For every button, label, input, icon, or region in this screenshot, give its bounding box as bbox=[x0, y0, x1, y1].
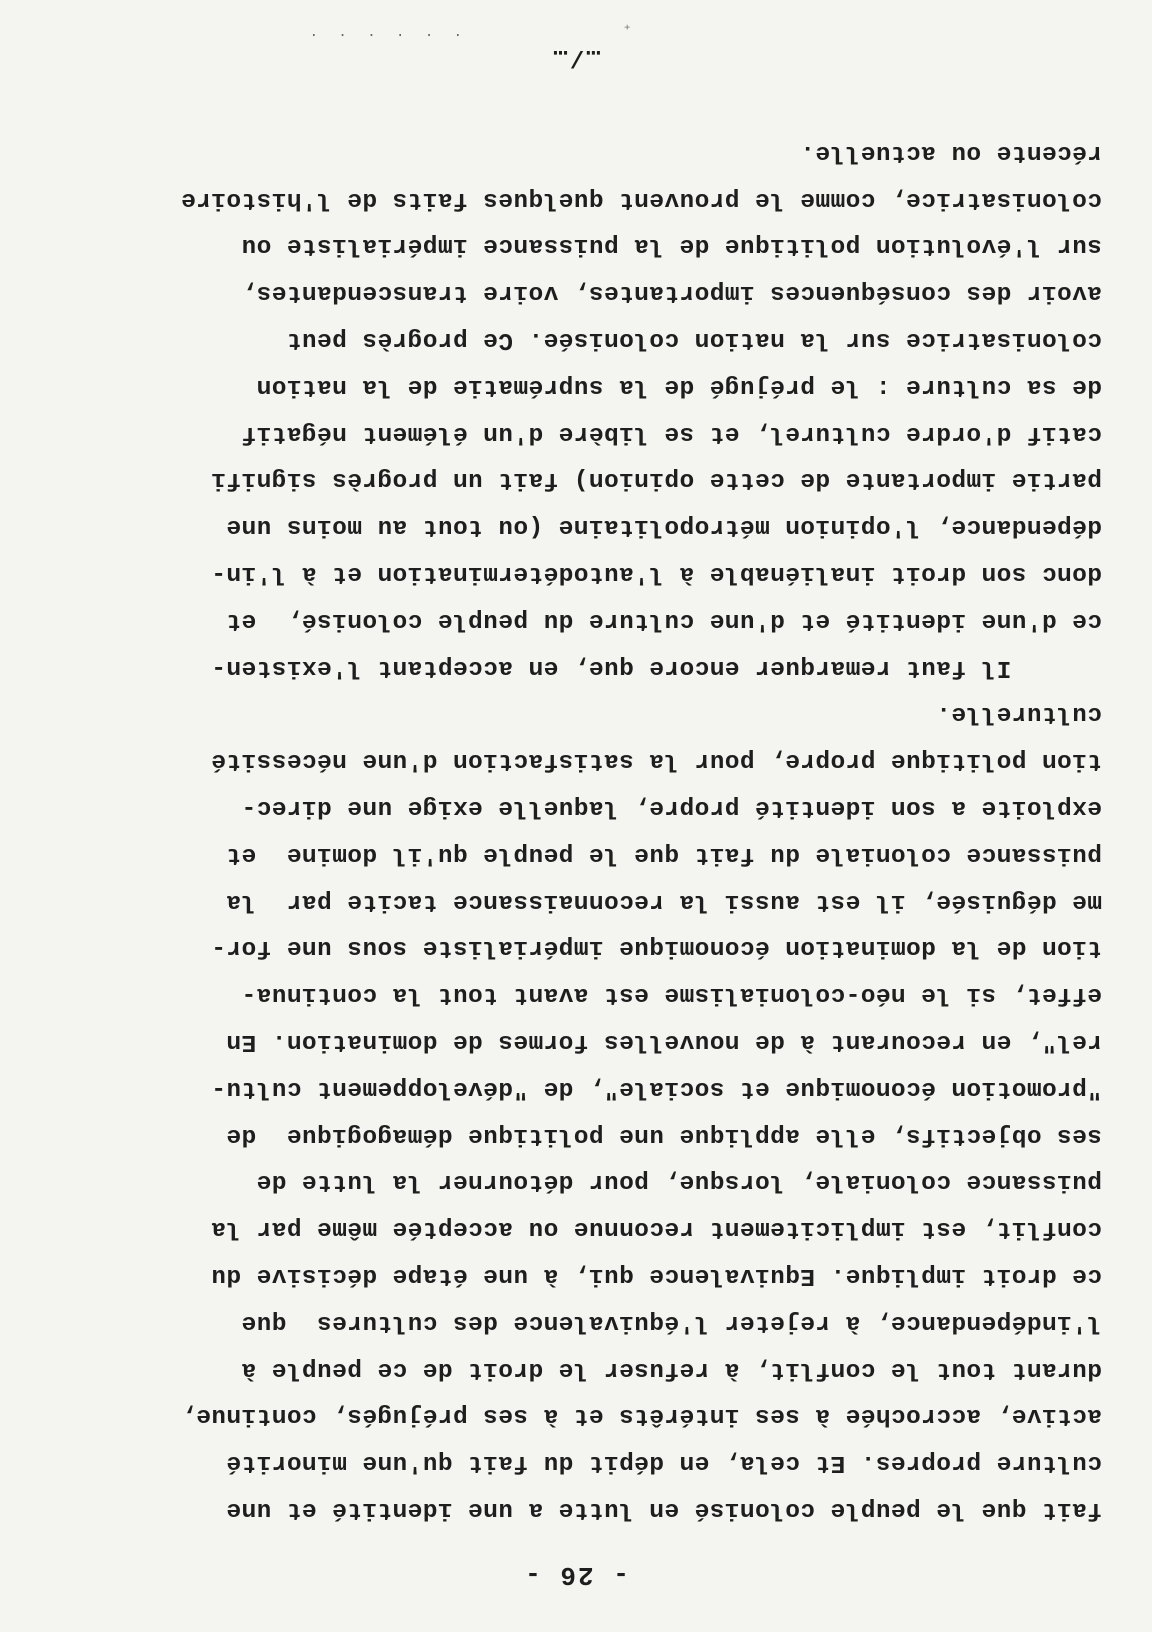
text-line: puissance coloniale du fait que le peuple qu'il domine et bbox=[226, 840, 1102, 868]
text-line: l'indépendance, à rejeter l'équivalence des cultures que bbox=[241, 1308, 1102, 1336]
continuation-mark: …/… bbox=[551, 43, 601, 70]
text-line: culturelle. bbox=[935, 700, 1102, 728]
text-line: puissance coloniale, lorsque, pour détourner la lutte de bbox=[256, 1168, 1102, 1196]
body-text bbox=[22, 128, 1102, 1532]
text-line: ce droit implique. Equivalence qui, à une étape décisive du bbox=[210, 1262, 1102, 1290]
text-line: ce d'une identité et d'une culture du peuple colonisé, et bbox=[226, 606, 1102, 634]
page-number: - 26 - bbox=[523, 1560, 629, 1590]
text-line: fait que le peuple colonisé en lutte a une identité et une bbox=[226, 1496, 1102, 1523]
text-line: avoir des conséquences importantes, voire transcendantes, bbox=[241, 279, 1102, 307]
text-line: récente ou actuelle. bbox=[799, 138, 1102, 166]
text-line: dépendance, l'opinion métropolitaine (ou tout au moins une bbox=[226, 513, 1102, 541]
text-line: me déguisée, il est aussi la reconnaissance tacite par la bbox=[226, 887, 1102, 915]
text-line: Il faut remarquer encore que, en acceptant l'existen- bbox=[210, 653, 1102, 681]
text-line: partie importante de cette opinion) fait un progrès signifi bbox=[210, 466, 1102, 494]
text-line: tion politique propre, pour la satisfaction d'une nécessité bbox=[210, 747, 1102, 775]
text-line: active, accrochée à ses intérêts et à ses préjugés, continue, bbox=[180, 1402, 1102, 1430]
text-line: sur l'évolution politique de la puissance impérialiste ou bbox=[241, 232, 1102, 260]
text-line: culture propres. Et cela, en dépit du fait qu'une minorité bbox=[226, 1449, 1102, 1477]
text-line: effet, si le néo-colonialisme est avant tout la continua- bbox=[241, 981, 1102, 1009]
text-line: donc son droit inaliénable à l'autodétermination et à l'in- bbox=[210, 560, 1102, 588]
text-line: de sa culture : le préjugé de la suprématie de la nation bbox=[256, 372, 1102, 400]
text-line: exploite a son identité propre, laquelle exige une direc- bbox=[241, 794, 1102, 822]
text-line: colonisatrice, comme le prouvent quelques faits de l'histoire bbox=[180, 185, 1102, 213]
text-line: colonisatrice sur la nation colonisée. Ce progrès peut bbox=[286, 326, 1102, 354]
text-line: tion de la domination économique impérialiste sous une for- bbox=[210, 934, 1102, 962]
ink-speck: ⁺ bbox=[622, 14, 632, 32]
text-line: durant tout le conflit, à refuser le droit de ce peuple à bbox=[241, 1355, 1102, 1383]
text-line: conflit, est implicitement reconnue ou acceptée même par la bbox=[210, 1215, 1102, 1243]
paper-specks: · · · · · · bbox=[303, 26, 462, 42]
text-line: catif d'ordre culturel, et se libère d'un élément négatif bbox=[241, 419, 1102, 447]
text-line: rel", en recourant à de nouvelles formes de domination. En bbox=[226, 1028, 1102, 1056]
text-line: "promotion économique et sociale", de "développement cultu- bbox=[210, 1074, 1102, 1102]
text-line: ses objectifs, elle applique une politique démagogique de bbox=[226, 1121, 1102, 1149]
